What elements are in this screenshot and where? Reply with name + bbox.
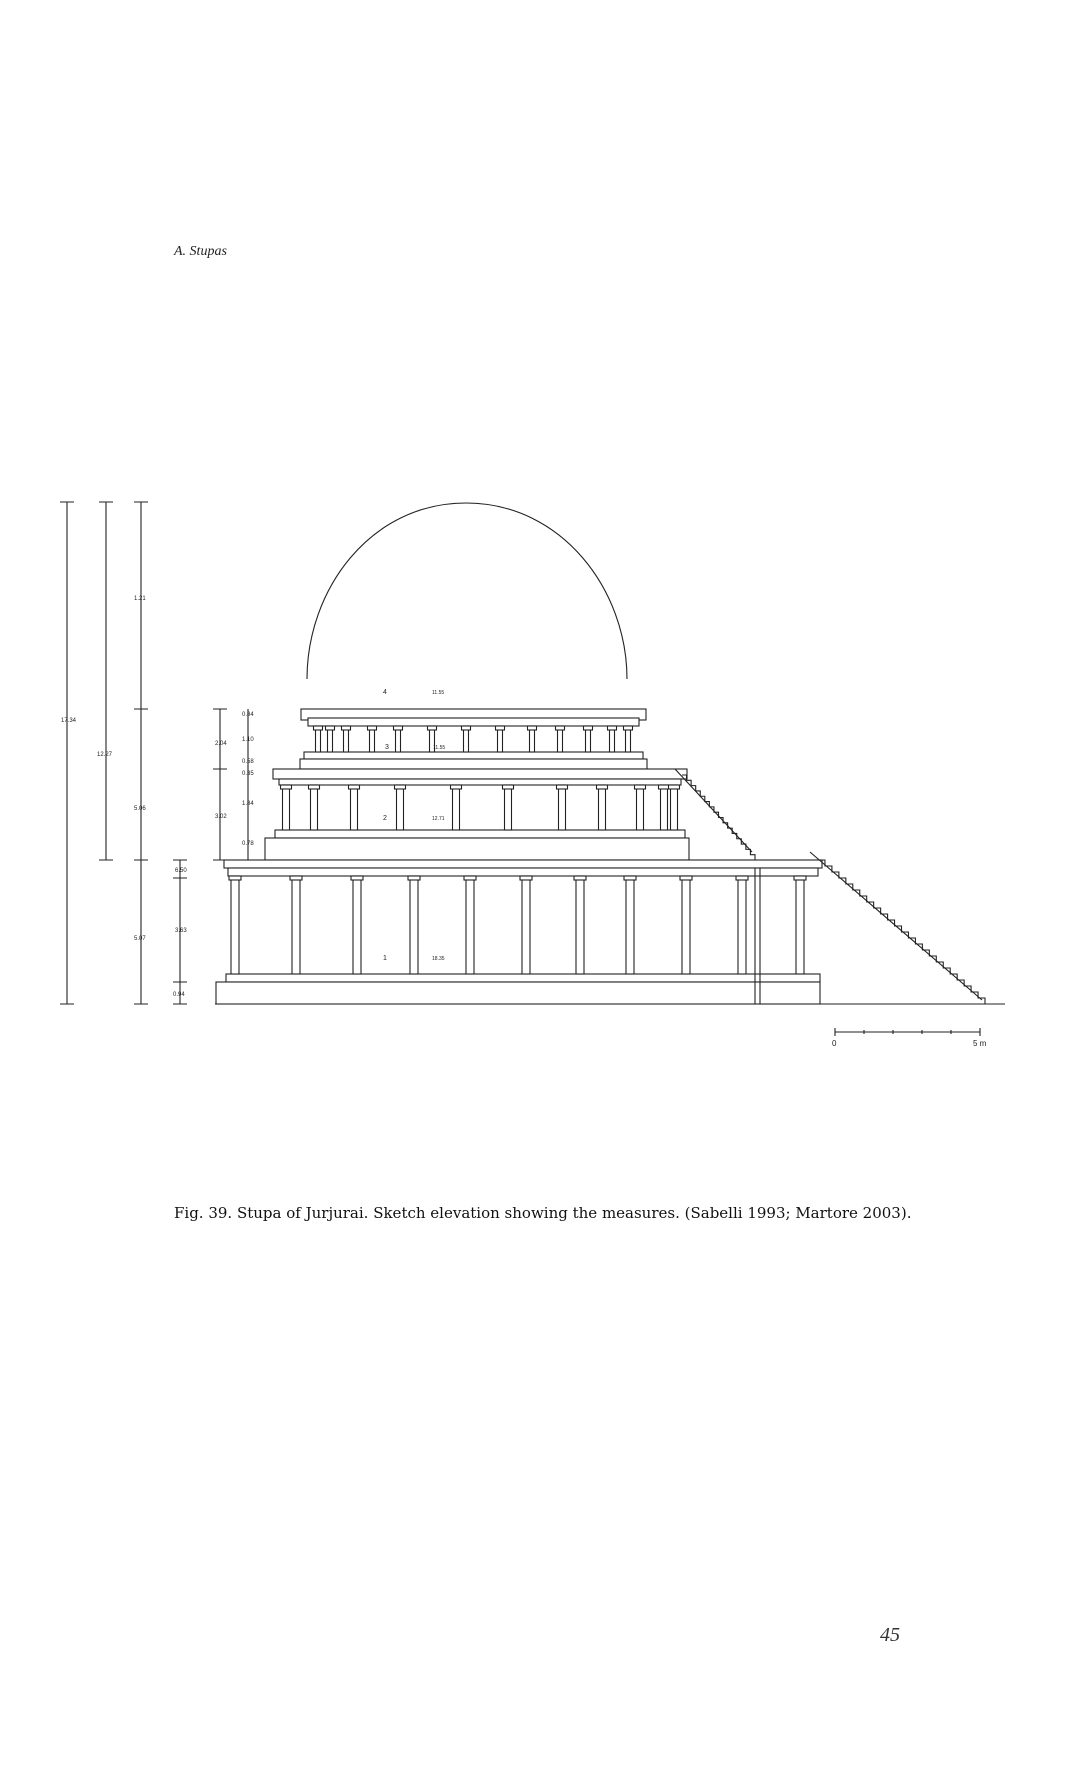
column-capital: [584, 726, 593, 730]
tier-2: [265, 769, 689, 860]
column-capital: [464, 876, 476, 880]
dim-label: 0.35: [242, 771, 254, 777]
column-capital: [669, 785, 680, 789]
dim-label: 0.84: [242, 712, 254, 718]
column: [351, 785, 358, 830]
column-capital: [314, 726, 323, 730]
tier-1-value: 18.35: [432, 956, 445, 962]
column-capital: [309, 785, 320, 789]
column-capital: [342, 726, 351, 730]
column: [311, 785, 318, 830]
column-capital: [635, 785, 646, 789]
tier-2-value: 12.71: [432, 816, 445, 822]
column-capital: [408, 876, 420, 880]
tier-4-value: 11.55: [432, 690, 445, 696]
height-labels: [61, 596, 254, 998]
dim-label: 1.84: [242, 801, 254, 807]
dim-label: 0.78: [242, 841, 254, 847]
scale-end-label: 5 m: [973, 1039, 987, 1048]
column-capital: [503, 785, 514, 789]
tier-1-number: 1: [383, 955, 387, 962]
tier-1: [216, 860, 822, 1004]
dim-label: 0.58: [242, 759, 254, 765]
column-capital: [349, 785, 360, 789]
column: [599, 785, 606, 830]
dim-label: 12.27: [97, 752, 113, 758]
column-capital: [659, 785, 670, 789]
column: [637, 785, 644, 830]
column-capital: [394, 726, 403, 730]
column-capital: [736, 876, 748, 880]
page-number: 45: [880, 1624, 900, 1646]
column-capital: [556, 726, 565, 730]
tier-2-number: 2: [383, 815, 387, 822]
column-capital: [574, 876, 586, 880]
scale-start-label: 0: [832, 1039, 837, 1048]
column: [466, 876, 474, 974]
column: [292, 876, 300, 974]
column-capital: [395, 785, 406, 789]
dim-label: 17.34: [61, 718, 77, 724]
column: [796, 876, 804, 974]
tier-3-value: 11.55: [433, 745, 446, 751]
staircase: [675, 769, 985, 1004]
column-capital: [794, 876, 806, 880]
column: [576, 876, 584, 974]
column: [626, 876, 634, 974]
running-head: A. Stupas: [174, 244, 227, 259]
column-capital: [368, 726, 377, 730]
column-capital: [597, 785, 608, 789]
column-capital: [451, 785, 462, 789]
column: [453, 785, 460, 830]
column: [353, 876, 361, 974]
dimension-lines: [60, 502, 248, 1004]
tier-3: [300, 709, 647, 769]
column-capital: [680, 876, 692, 880]
column: [231, 876, 239, 974]
stair-rail: [675, 769, 982, 1000]
column-capital: [462, 726, 471, 730]
column-capital: [281, 785, 292, 789]
column: [522, 876, 530, 974]
column-capital: [608, 726, 617, 730]
stair-steps: [818, 860, 985, 1004]
column-capital: [528, 726, 537, 730]
column-capital: [520, 876, 532, 880]
column: [283, 785, 290, 830]
column-capital: [624, 876, 636, 880]
dim-label: 5.07: [134, 936, 146, 942]
column: [738, 876, 746, 974]
column: [505, 785, 512, 830]
column: [410, 876, 418, 974]
column-capital: [428, 726, 437, 730]
column: [661, 785, 668, 830]
dim-label: 1.10: [242, 737, 254, 743]
dome-outline: [307, 503, 627, 679]
tier-3-number: 3: [385, 744, 389, 751]
tier-4-number: 4: [383, 689, 387, 696]
column-capital: [326, 726, 335, 730]
dim-label: 5.06: [134, 806, 146, 812]
column-capital: [229, 876, 241, 880]
dim-label: 0.94: [173, 992, 185, 998]
column-capital: [557, 785, 568, 789]
scale-bar: [832, 1028, 987, 1048]
column: [559, 785, 566, 830]
figure-caption: Fig. 39. Stupa of Jurjurai. Sketch elevation showing the measures. (Sabelli 1993; Martore 2003).: [174, 1204, 912, 1222]
column-capital: [290, 876, 302, 880]
dim-label: 1.21: [134, 596, 146, 602]
dim-label: 3.63: [175, 928, 187, 934]
column-capital: [624, 726, 633, 730]
dim-label: 3.02: [215, 814, 227, 820]
column: [397, 785, 404, 830]
column: [682, 876, 690, 974]
column-capital: [496, 726, 505, 730]
column: [671, 785, 678, 830]
dim-label: 2.04: [215, 741, 227, 747]
column-capital: [351, 876, 363, 880]
dim-label: 6.50: [175, 868, 187, 874]
